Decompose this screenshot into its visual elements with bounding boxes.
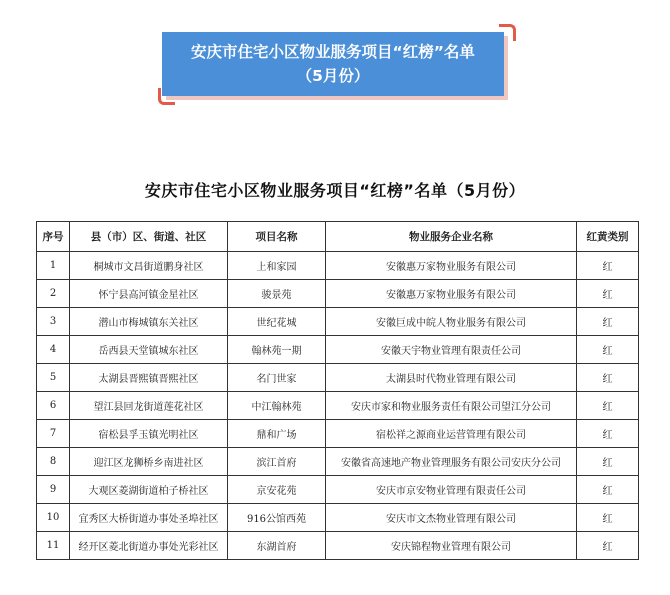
cell-company: 宿松祥之源商业运营管理有限公司 xyxy=(326,420,577,448)
cell-community: 望江县回龙街道莲花社区 xyxy=(70,392,228,420)
cell-category: 红 xyxy=(577,308,639,336)
cell-community: 迎江区龙狮桥乡南进社区 xyxy=(70,448,228,476)
cell-category: 红 xyxy=(577,336,639,364)
table-row xyxy=(37,364,639,392)
cell-no: 10 xyxy=(37,504,70,532)
cell-category: 红 xyxy=(577,476,639,504)
cell-company: 安庆市家和物业服务责任有限公司望江分公司 xyxy=(326,392,577,420)
cell-community: 经开区菱北街道办事处光彩社区 xyxy=(70,532,228,560)
cell-company: 安徽省高速地产物业管理服务有限公司安庆分公司 xyxy=(326,448,577,476)
cell-company: 安庆市文杰物业管理有限公司 xyxy=(326,504,577,532)
table-row xyxy=(37,308,639,336)
cell-category: 红 xyxy=(577,420,639,448)
cell-project: 世纪花城 xyxy=(228,308,326,336)
cell-community: 太湖县晋熙镇晋熙社区 xyxy=(70,364,228,392)
cell-company: 太湖县时代物业管理有限公司 xyxy=(326,364,577,392)
table-row xyxy=(37,504,639,532)
cell-community: 宿松县孚玉镇光明社区 xyxy=(70,420,228,448)
cell-category: 红 xyxy=(577,392,639,420)
table-row xyxy=(37,420,639,448)
cell-project: 骏景苑 xyxy=(228,280,326,308)
cell-project: 名门世家 xyxy=(228,364,326,392)
cell-no: 6 xyxy=(37,392,70,420)
header-no: 序号 xyxy=(37,222,70,252)
cell-company: 安徽天宇物业管理有限责任公司 xyxy=(326,336,577,364)
cell-project: 916公馆西苑 xyxy=(228,504,326,532)
cell-no: 5 xyxy=(37,364,70,392)
table-body xyxy=(37,252,639,560)
cell-community: 岳西县天堂镇城东社区 xyxy=(70,336,228,364)
header-category: 红黄类别 xyxy=(577,222,639,252)
cell-category: 红 xyxy=(577,252,639,280)
header-project: 项目名称 xyxy=(228,222,326,252)
cell-community: 宜秀区大桥街道办事处圣埠社区 xyxy=(70,504,228,532)
cell-company: 安庆市京安物业管理有限责任公司 xyxy=(326,476,577,504)
cell-no: 9 xyxy=(37,476,70,504)
red-list-table xyxy=(36,221,639,560)
cell-category: 红 xyxy=(577,280,639,308)
cell-category: 红 xyxy=(577,448,639,476)
cell-project: 滨江首府 xyxy=(228,448,326,476)
cell-company: 安徽惠万家物业服务有限公司 xyxy=(326,252,577,280)
table-row xyxy=(37,476,639,504)
cell-category: 红 xyxy=(577,364,639,392)
cell-category: 红 xyxy=(577,532,639,560)
table-header-row xyxy=(37,222,639,252)
cell-no: 3 xyxy=(37,308,70,336)
header-community: 县（市）区、街道、社区 xyxy=(70,222,228,252)
cell-project: 翰林苑一期 xyxy=(228,336,326,364)
cell-no: 1 xyxy=(37,252,70,280)
table-row xyxy=(37,252,639,280)
title-banner xyxy=(162,26,512,102)
table-row xyxy=(37,392,639,420)
cell-company: 安徽巨成中皖人物业服务有限公司 xyxy=(326,308,577,336)
cell-no: 7 xyxy=(37,420,70,448)
table-row xyxy=(37,280,639,308)
cell-project: 上和家园 xyxy=(228,252,326,280)
cell-community: 潜山市梅城镇东关社区 xyxy=(70,308,228,336)
banner-title-line1: 安庆市住宅小区物业服务项目“红榜”名单 xyxy=(191,43,475,61)
cell-community: 怀宁县高河镇金星社区 xyxy=(70,280,228,308)
cell-community: 大观区菱湖街道柏子桥社区 xyxy=(70,476,228,504)
cell-category: 红 xyxy=(577,504,639,532)
cell-no: 8 xyxy=(37,448,70,476)
cell-project: 中江翰林苑 xyxy=(228,392,326,420)
table-row xyxy=(37,336,639,364)
header-company: 物业服务企业名称 xyxy=(326,222,577,252)
cell-no: 11 xyxy=(37,532,70,560)
document-title: 安庆市住宅小区物业服务项目“红榜”名单（5月份） xyxy=(144,181,526,200)
table-row xyxy=(37,448,639,476)
table-row xyxy=(37,532,639,560)
banner-title-line2: （5月份） xyxy=(296,67,370,85)
cell-company: 安庆锦程物业管理有限公司 xyxy=(326,532,577,560)
cell-no: 4 xyxy=(37,336,70,364)
cell-project: 京安花苑 xyxy=(228,476,326,504)
cell-project: 鼎和广场 xyxy=(228,420,326,448)
cell-community: 桐城市文昌街道鹏身社区 xyxy=(70,252,228,280)
cell-project: 东湖首府 xyxy=(228,532,326,560)
banner-box xyxy=(162,32,504,96)
cell-no: 2 xyxy=(37,280,70,308)
cell-company: 安徽惠万家物业服务有限公司 xyxy=(326,280,577,308)
